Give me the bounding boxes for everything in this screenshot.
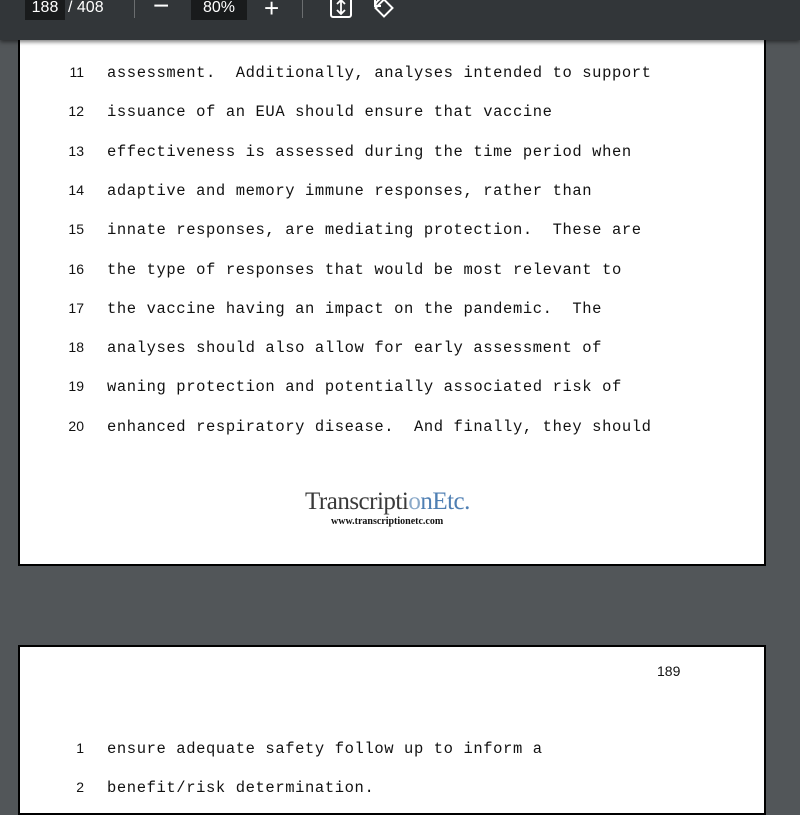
line-text: issuance of an EUA should ensure that vaccine (107, 103, 553, 122)
pdf-toolbar (0, 0, 800, 40)
line-number: 15 (68, 221, 84, 238)
line-number: 20 (68, 417, 84, 434)
fit-page-icon[interactable] (330, 0, 352, 25)
line-text: enhanced respiratory disease. And finally, they should (107, 417, 652, 436)
pdf-page (18, 645, 766, 815)
zoom-in-button[interactable]: + (264, 0, 280, 23)
line-text: assessment. Additionally, analyses intended to support (107, 64, 652, 82)
line-number: 1 (76, 740, 84, 756)
line-text: effectiveness is assessed during the time period when (107, 142, 632, 161)
line-text: innate responses, are mediating protection. These are (107, 221, 642, 240)
page-number-input[interactable]: 188 (25, 0, 65, 20)
line-number: 12 (68, 103, 84, 120)
transcription-etc-logo (305, 488, 505, 528)
line-text: benefit/risk determination. (107, 779, 375, 797)
line-number: 18 (68, 339, 84, 356)
line-text: analyses should also allow for early assessment of (107, 339, 603, 358)
pdf-page (18, 0, 766, 566)
line-text: adaptive and memory immune responses, rather than (107, 181, 593, 200)
zoom-out-button[interactable]: − (153, 0, 170, 21)
zoom-level-input[interactable]: 80% (191, 0, 247, 20)
line-number: 16 (68, 260, 84, 277)
line-number: 14 (68, 181, 84, 198)
total-pages-label: / 408 (68, 0, 104, 16)
line-number: 11 (69, 64, 84, 80)
line-number: 17 (68, 299, 84, 316)
line-number: 2 (76, 779, 84, 795)
line-text: waning protection and potentially associated risk of (107, 378, 622, 397)
toolbar-divider (134, 0, 135, 18)
line-number: 13 (68, 142, 84, 159)
line-text: the vaccine having an impact on the pandemic. The (107, 299, 603, 318)
page-number: 189 (657, 663, 681, 679)
logo-url: www.transcriptionetc.com (331, 516, 444, 527)
logo-wordmark: TranscriptionEtc. (305, 488, 470, 515)
line-text: ensure adequate safety follow up to inform a (107, 740, 543, 758)
line-text: the type of responses that would be most relevant to (107, 260, 622, 279)
toolbar-divider (302, 0, 303, 18)
rotate-icon[interactable] (372, 0, 398, 27)
line-number: 19 (68, 378, 84, 395)
